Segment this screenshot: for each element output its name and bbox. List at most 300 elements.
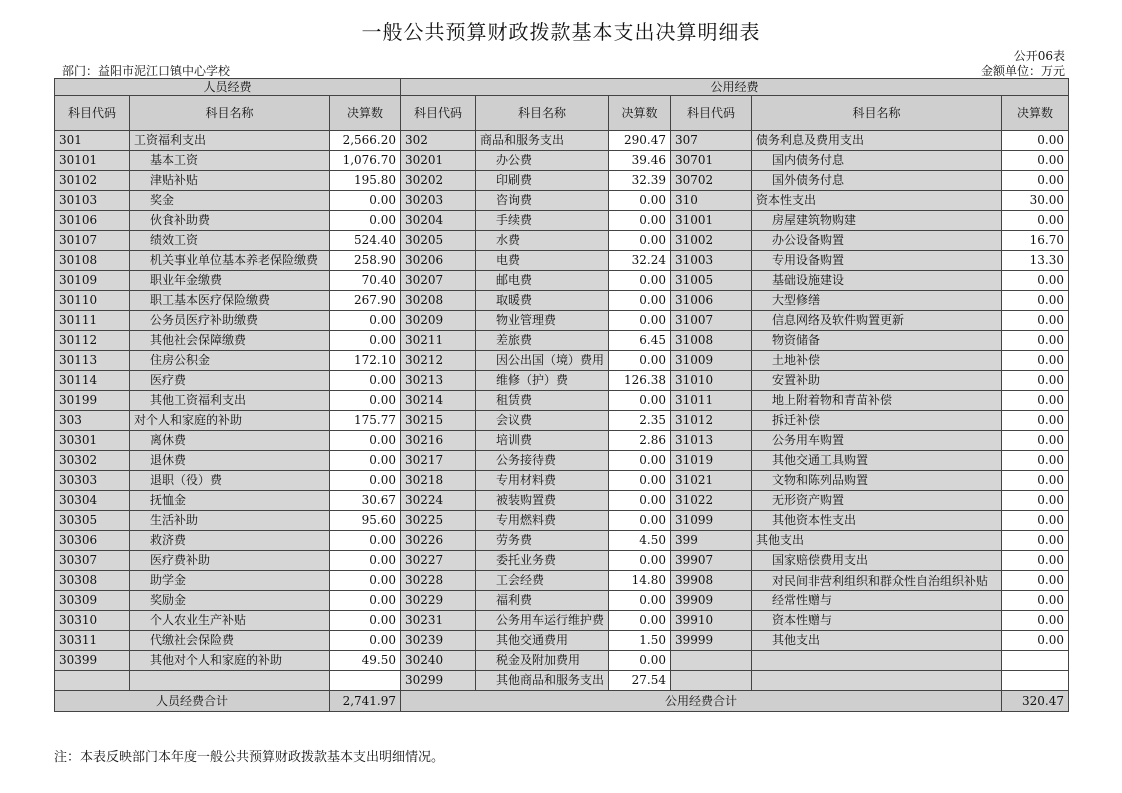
col-header-name: 科目名称 [130, 96, 330, 131]
subject-code: 30109 [55, 271, 130, 291]
table-row [55, 351, 1069, 371]
amount: 0.00 [609, 511, 671, 531]
amount: 0.00 [609, 271, 671, 291]
amount: 0.00 [330, 571, 401, 591]
table-row [55, 631, 1069, 651]
subject-code: 30305 [55, 511, 130, 531]
subject-name: 福利费 [476, 591, 609, 611]
subject-code: 30107 [55, 231, 130, 251]
amount: 0.00 [1002, 211, 1069, 231]
subject-code: 30212 [401, 351, 476, 371]
amount: 258.90 [330, 251, 401, 271]
subject-code: 31006 [671, 291, 752, 311]
amount: 0.00 [1002, 371, 1069, 391]
subject-name: 奖励金 [130, 591, 330, 611]
subject-code: 30304 [55, 491, 130, 511]
subject-name: 绩效工资 [130, 231, 330, 251]
subject-name: 会议费 [476, 411, 609, 431]
subject-code: 31007 [671, 311, 752, 331]
form-number: 公开06表 [1013, 49, 1065, 63]
amount: 0.00 [330, 311, 401, 331]
subject-name: 专用材料费 [476, 471, 609, 491]
amount: 126.38 [609, 371, 671, 391]
subject-code: 30240 [401, 651, 476, 671]
subject-name: 电费 [476, 251, 609, 271]
subject-code: 30112 [55, 331, 130, 351]
amount: 290.47 [609, 131, 671, 151]
subject-name: 房屋建筑物购建 [752, 211, 1002, 231]
amount: 0.00 [330, 471, 401, 491]
subject-code: 399 [671, 531, 752, 551]
subject-name: 公务用车购置 [752, 431, 1002, 451]
amount: 32.24 [609, 251, 671, 271]
table-row [55, 211, 1069, 231]
table-row [55, 251, 1069, 271]
subject-name: 住房公积金 [130, 351, 330, 371]
amount [330, 671, 401, 691]
subject-code: 39910 [671, 611, 752, 631]
subject-code: 30214 [401, 391, 476, 411]
table-row [55, 671, 1069, 691]
table-row [55, 611, 1069, 631]
amount: 172.10 [330, 351, 401, 371]
subject-name: 职业年金缴费 [130, 271, 330, 291]
subject-code: 30203 [401, 191, 476, 211]
subject-name: 其他支出 [752, 531, 1002, 551]
subject-code: 30701 [671, 151, 752, 171]
amount: 0.00 [1002, 311, 1069, 331]
subject-name: 其他交通费用 [476, 631, 609, 651]
amount: 95.60 [330, 511, 401, 531]
amount: 0.00 [1002, 171, 1069, 191]
subject-code: 30106 [55, 211, 130, 231]
amount: 0.00 [609, 311, 671, 331]
subject-name: 基础设施建设 [752, 271, 1002, 291]
amount: 0.00 [609, 611, 671, 631]
subject-name: 津贴补贴 [130, 171, 330, 191]
amount: 0.00 [1002, 571, 1069, 591]
subject-name: 无形资产购置 [752, 491, 1002, 511]
amount: 1,076.70 [330, 151, 401, 171]
subject-code: 30216 [401, 431, 476, 451]
col-header-code: 科目代码 [55, 96, 130, 131]
amount: 0.00 [330, 451, 401, 471]
subject-code: 31019 [671, 451, 752, 471]
subject-code: 30111 [55, 311, 130, 331]
subject-code: 30209 [401, 311, 476, 331]
amount: 0.00 [1002, 351, 1069, 371]
subject-code: 30310 [55, 611, 130, 631]
amount: 49.50 [330, 651, 401, 671]
subject-name: 助学金 [130, 571, 330, 591]
amount: 0.00 [1002, 591, 1069, 611]
subject-name: 医疗费 [130, 371, 330, 391]
amount: 0.00 [609, 211, 671, 231]
subject-code: 30108 [55, 251, 130, 271]
subject-code: 31013 [671, 431, 752, 451]
amount: 267.90 [330, 291, 401, 311]
amount: 0.00 [330, 211, 401, 231]
amount: 0.00 [1002, 451, 1069, 471]
subject-code: 30229 [401, 591, 476, 611]
subject-name: 其他交通工具购置 [752, 451, 1002, 471]
subject-name: 公务用车运行维护费 [476, 611, 609, 631]
subject-name: 伙食补助费 [130, 211, 330, 231]
amount: 30.00 [1002, 191, 1069, 211]
table-row [55, 151, 1069, 171]
subject-code: 30399 [55, 651, 130, 671]
table-row [55, 231, 1069, 251]
amount [1002, 671, 1069, 691]
subject-name: 被装购置费 [476, 491, 609, 511]
col-header-name: 科目名称 [476, 96, 609, 131]
amount: 0.00 [609, 291, 671, 311]
table-row [55, 391, 1069, 411]
table-row [55, 511, 1069, 531]
amount: 0.00 [1002, 131, 1069, 151]
subject-code: 30224 [401, 491, 476, 511]
amount: 2.35 [609, 411, 671, 431]
amount: 0.00 [1002, 551, 1069, 571]
table-row [55, 551, 1069, 571]
subject-name: 咨询费 [476, 191, 609, 211]
amount: 0.00 [330, 391, 401, 411]
table-row [55, 291, 1069, 311]
subject-code: 30204 [401, 211, 476, 231]
page-title: 一般公共预算财政拨款基本支出决算明细表 [361, 20, 761, 44]
subject-code: 30215 [401, 411, 476, 431]
subject-name: 其他商品和服务支出 [476, 671, 609, 691]
subject-name: 经常性赠与 [752, 591, 1002, 611]
subject-code: 30225 [401, 511, 476, 531]
amount: 0.00 [330, 591, 401, 611]
subject-code: 30299 [401, 671, 476, 691]
subject-code: 30301 [55, 431, 130, 451]
amount: 0.00 [330, 331, 401, 351]
table-row [55, 271, 1069, 291]
expenditure-table [54, 78, 1069, 712]
amount: 0.00 [609, 471, 671, 491]
amount: 0.00 [609, 391, 671, 411]
subject-name: 大型修缮 [752, 291, 1002, 311]
amount: 0.00 [1002, 511, 1069, 531]
col-header-name: 科目名称 [752, 96, 1002, 131]
amount [1002, 651, 1069, 671]
subject-code: 30208 [401, 291, 476, 311]
subject-code: 39999 [671, 631, 752, 651]
subject-name: 差旅费 [476, 331, 609, 351]
subject-name: 办公费 [476, 151, 609, 171]
amount: 195.80 [330, 171, 401, 191]
amount: 0.00 [1002, 531, 1069, 551]
subject-name: 离休费 [130, 431, 330, 451]
subject-name: 工资福利支出 [130, 131, 330, 151]
table-row [55, 431, 1069, 451]
col-header-code: 科目代码 [671, 96, 752, 131]
subject-code [55, 671, 130, 691]
amount: 0.00 [609, 551, 671, 571]
amount: 0.00 [609, 231, 671, 251]
amount-unit-label: 金额单位：万元 [980, 64, 1065, 78]
subject-code: 31002 [671, 231, 752, 251]
subject-name: 专用燃料费 [476, 511, 609, 531]
subject-code: 30102 [55, 171, 130, 191]
amount: 0.00 [1002, 271, 1069, 291]
subject-code: 30206 [401, 251, 476, 271]
amount: 0.00 [609, 451, 671, 471]
subject-code: 30207 [401, 271, 476, 291]
subject-code: 31009 [671, 351, 752, 371]
footnote: 注：本表反映部门本年度一般公共预算财政拨款基本支出明细情况。 [54, 750, 445, 765]
amount: 524.40 [330, 231, 401, 251]
subject-name: 对个人和家庭的补助 [130, 411, 330, 431]
subject-code: 30228 [401, 571, 476, 591]
amount: 0.00 [1002, 331, 1069, 351]
amount: 0.00 [609, 191, 671, 211]
subject-code: 31021 [671, 471, 752, 491]
subject-name: 退休费 [130, 451, 330, 471]
subject-code: 310 [671, 191, 752, 211]
amount: 30.67 [330, 491, 401, 511]
subject-name: 国家赔偿费用支出 [752, 551, 1002, 571]
subject-name: 取暖费 [476, 291, 609, 311]
amount: 0.00 [330, 191, 401, 211]
subject-code: 31001 [671, 211, 752, 231]
table-row [55, 191, 1069, 211]
subject-name: 国内债务付息 [752, 151, 1002, 171]
subject-name: 对民间非营利组织和群众性自治组织补贴 [752, 571, 1002, 591]
subject-name: 商品和服务支出 [476, 131, 609, 151]
subject-name: 公务员医疗补助缴费 [130, 311, 330, 331]
amount: 0.00 [609, 351, 671, 371]
subject-name: 基本工资 [130, 151, 330, 171]
subject-name [130, 671, 330, 691]
subject-name: 救济费 [130, 531, 330, 551]
subject-name: 安置补助 [752, 371, 1002, 391]
subject-name: 其他工资福利支出 [130, 391, 330, 411]
subject-name: 资本性支出 [752, 191, 1002, 211]
subject-name: 代缴社会保险费 [130, 631, 330, 651]
amount: 0.00 [609, 591, 671, 611]
personnel-total-value: 2,741.97 [330, 691, 401, 712]
subject-name: 职工基本医疗保险缴费 [130, 291, 330, 311]
subject-code: 30227 [401, 551, 476, 571]
public-total-value: 320.47 [1002, 691, 1069, 712]
subject-name: 机关事业单位基本养老保险缴费 [130, 251, 330, 271]
subject-code: 30103 [55, 191, 130, 211]
col-header-amount: 决算数 [1002, 96, 1069, 131]
subject-code: 31011 [671, 391, 752, 411]
amount: 4.50 [609, 531, 671, 551]
amount: 0.00 [1002, 151, 1069, 171]
amount: 0.00 [1002, 631, 1069, 651]
subject-code: 30101 [55, 151, 130, 171]
amount: 0.00 [330, 611, 401, 631]
subject-code: 39909 [671, 591, 752, 611]
amount: 13.30 [1002, 251, 1069, 271]
subject-name: 维修（护）费 [476, 371, 609, 391]
amount: 16.70 [1002, 231, 1069, 251]
table-row [55, 411, 1069, 431]
column-header-row [55, 96, 1069, 131]
subject-code: 30201 [401, 151, 476, 171]
amount: 32.39 [609, 171, 671, 191]
subject-code: 30113 [55, 351, 130, 371]
subject-code: 31010 [671, 371, 752, 391]
subject-code: 30303 [55, 471, 130, 491]
amount: 2,566.20 [330, 131, 401, 151]
subject-name: 医疗费补助 [130, 551, 330, 571]
subject-name: 公务接待费 [476, 451, 609, 471]
col-header-code: 科目代码 [401, 96, 476, 131]
subject-name: 劳务费 [476, 531, 609, 551]
amount: 0.00 [330, 631, 401, 651]
subject-code: 30306 [55, 531, 130, 551]
subject-name: 生活补助 [130, 511, 330, 531]
table-row [55, 171, 1069, 191]
section-personnel: 人员经费 [55, 79, 401, 96]
subject-code: 30213 [401, 371, 476, 391]
subject-code: 303 [55, 411, 130, 431]
subject-code: 30309 [55, 591, 130, 611]
subject-name: 信息网络及软件购置更新 [752, 311, 1002, 331]
amount: 0.00 [330, 431, 401, 451]
subject-name: 水费 [476, 231, 609, 251]
subject-name: 债务利息及费用支出 [752, 131, 1002, 151]
subject-name: 其他资本性支出 [752, 511, 1002, 531]
subject-name: 邮电费 [476, 271, 609, 291]
amount: 0.00 [609, 651, 671, 671]
amount: 0.00 [1002, 491, 1069, 511]
amount: 2.86 [609, 431, 671, 451]
subject-code: 31005 [671, 271, 752, 291]
subject-name: 手续费 [476, 211, 609, 231]
subject-name: 抚恤金 [130, 491, 330, 511]
section-header-row [55, 79, 1069, 96]
subject-code: 39908 [671, 571, 752, 591]
subject-code: 30308 [55, 571, 130, 591]
subject-name [752, 671, 1002, 691]
subject-name: 工会经费 [476, 571, 609, 591]
subject-code: 30110 [55, 291, 130, 311]
amount: 0.00 [1002, 431, 1069, 451]
subject-name: 税金及附加费用 [476, 651, 609, 671]
subject-name: 租赁费 [476, 391, 609, 411]
subject-code [671, 651, 752, 671]
subject-code: 31003 [671, 251, 752, 271]
subject-code: 30702 [671, 171, 752, 191]
amount: 70.40 [330, 271, 401, 291]
amount: 175.77 [330, 411, 401, 431]
amount: 0.00 [330, 531, 401, 551]
amount: 0.00 [1002, 471, 1069, 491]
subject-code: 31012 [671, 411, 752, 431]
department-label: 部门：益阳市泥江口镇中心学校 [62, 64, 231, 78]
subject-name: 委托业务费 [476, 551, 609, 571]
section-public: 公用经费 [401, 79, 1069, 96]
table-row [55, 571, 1069, 591]
subject-name: 拆迁补偿 [752, 411, 1002, 431]
subject-name: 土地补偿 [752, 351, 1002, 371]
subject-code: 30239 [401, 631, 476, 651]
subject-name: 其他支出 [752, 631, 1002, 651]
subject-name: 国外债务付息 [752, 171, 1002, 191]
subject-name: 退职（役）费 [130, 471, 330, 491]
amount: 39.46 [609, 151, 671, 171]
subject-code: 30218 [401, 471, 476, 491]
amount: 0.00 [1002, 611, 1069, 631]
subject-code: 30311 [55, 631, 130, 651]
table-row [55, 471, 1069, 491]
table-row [55, 491, 1069, 511]
subject-code: 31008 [671, 331, 752, 351]
subject-code: 302 [401, 131, 476, 151]
amount: 14.80 [609, 571, 671, 591]
subject-code: 31099 [671, 511, 752, 531]
amount: 0.00 [609, 491, 671, 511]
amount: 0.00 [1002, 411, 1069, 431]
subject-name: 地上附着物和青苗补偿 [752, 391, 1002, 411]
subject-code: 30226 [401, 531, 476, 551]
subject-code: 301 [55, 131, 130, 151]
subject-name: 奖金 [130, 191, 330, 211]
subject-code: 30211 [401, 331, 476, 351]
amount: 27.54 [609, 671, 671, 691]
subject-code: 30217 [401, 451, 476, 471]
table-row [55, 591, 1069, 611]
amount: 0.00 [1002, 391, 1069, 411]
amount: 1.50 [609, 631, 671, 651]
subject-code: 307 [671, 131, 752, 151]
table-row [55, 131, 1069, 151]
subject-name: 文物和陈列品购置 [752, 471, 1002, 491]
subject-code: 30231 [401, 611, 476, 631]
subject-name [752, 651, 1002, 671]
amount: 6.45 [609, 331, 671, 351]
subject-name: 培训费 [476, 431, 609, 451]
subject-code: 30199 [55, 391, 130, 411]
subject-code: 30302 [55, 451, 130, 471]
table-row [55, 531, 1069, 551]
col-header-amount: 决算数 [330, 96, 401, 131]
amount: 0.00 [330, 371, 401, 391]
subject-name: 其他对个人和家庭的补助 [130, 651, 330, 671]
amount: 0.00 [1002, 291, 1069, 311]
subject-code: 31022 [671, 491, 752, 511]
table-row [55, 651, 1069, 671]
personnel-total-label: 人员经费合计 [55, 691, 330, 712]
table-row [55, 371, 1069, 391]
subject-code: 30205 [401, 231, 476, 251]
subject-name: 印刷费 [476, 171, 609, 191]
col-header-amount: 决算数 [609, 96, 671, 131]
subject-name: 物业管理费 [476, 311, 609, 331]
public-total-label: 公用经费合计 [401, 691, 1002, 712]
subject-name: 办公设备购置 [752, 231, 1002, 251]
subject-name: 物资储备 [752, 331, 1002, 351]
subject-name: 专用设备购置 [752, 251, 1002, 271]
table-row [55, 331, 1069, 351]
subject-code: 30202 [401, 171, 476, 191]
subject-name: 其他社会保障缴费 [130, 331, 330, 351]
subject-name: 因公出国（境）费用 [476, 351, 609, 371]
subject-name: 资本性赠与 [752, 611, 1002, 631]
subject-name: 个人农业生产补贴 [130, 611, 330, 631]
amount: 0.00 [330, 551, 401, 571]
totals-row [55, 691, 1069, 712]
subject-code: 30307 [55, 551, 130, 571]
table-row [55, 451, 1069, 471]
